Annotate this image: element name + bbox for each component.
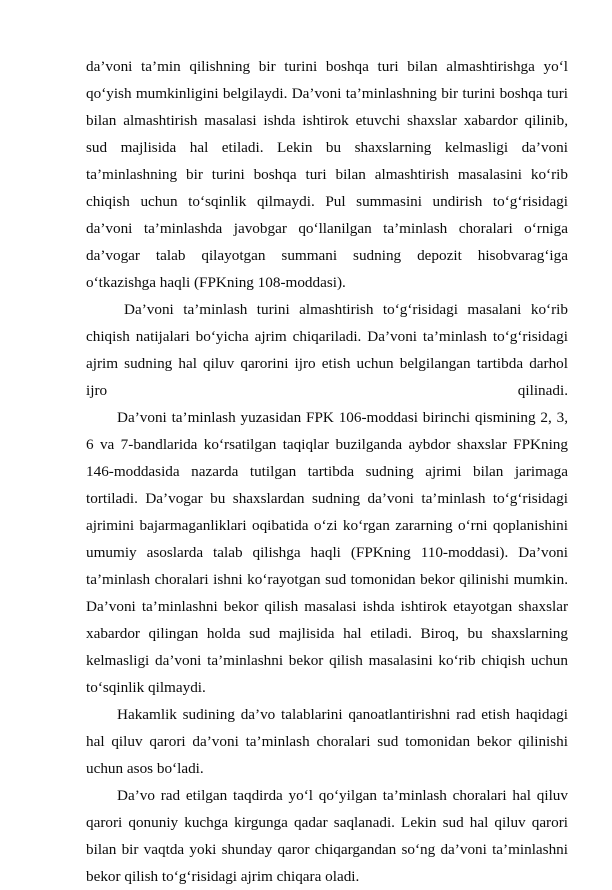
paragraph-1: da’voni ta’min qilishning bir turini boshqa turi bilan almashtirishga yo‘l qo‘yish mumkinligini belgilaydi. Da’voni ta’minlashning bir turini boshqa turi bilan almashtirish masalasi ishda ishtirok etuvchi shaxslar xabardor qilinib, sud majlisida hal etiladi. Lekin bu shaxslarning kelmasligi da’voni ta’minlashning bir turini boshqa turi bilan almashtirish masalasini ko‘rib chiqish uchun to‘sqinlik qilmaydi. Pul summasini undirish to‘g‘risidagi da’voni ta’minlashda javobgar qo‘llanilgan ta’minlash choralari o‘rniga da’vogar talab qilayotgan summani sudning depozit hisobvarag‘iga o‘tkazishga haqli (FPKning 108-moddasi). — [86, 58, 568, 291]
paragraph-4: Hakamlik sudining da’vo talablarini qanoatlantirishni rad etish haqidagi hal qiluv qarori da’voni ta’minlash choralari sud tomonidan bekor qilinishi uchun asos bo‘ladi. — [86, 706, 568, 777]
paragraph-3: Da’voni ta’minlash yuzasidan FPK 106-moddasi birinchi qismining 2, 3, 6 va 7-bandlarida ko‘rsatilgan taqiqlar buzilganda aybdor shaxslar FPKning 146-moddasida nazarda tutilgan tartibda sudning ajrimi bilan jarimaga tortiladi. Da’vogar bu shaxslardan sudning da’voni ta’minlash to‘g‘risidagi ajrimini bajarmaganliklari oqibatida o‘zi ko‘rgan zararning o‘rni qoplanishini umumiy asoslarda talab qilishga haqli (FPKning 110-moddasi). Da’voni ta’minlash choralari ishni ko‘rayotgan sud tomonidan bekor qilinishi mumkin. Da’voni ta’minlashni bekor qilish masalasi ishda ishtirok etayotgan shaxslar xabardor qilingan holda sud majlisida hal etiladi. Biroq, bu shaxslarning kelmasligi da’voni ta’minlashni bekor qilish masalasini ko‘rib chiqish uchun to‘sqinlik qilmaydi. — [86, 409, 568, 696]
paragraph-2: Da’voni ta’minlash turini almashtirish to‘g‘risidagi masalani ko‘rib chiqish natijalari bo‘yicha ajrim chiqariladi. Da’voni ta’minlash to‘g‘risidagi ajrim sudning hal qiluv qarorini ijro etish uchun belgilangan tartibda darhol ijro qilinadi. — [86, 301, 568, 399]
body-text-column — [86, 53, 568, 890]
paragraph-5: Da’vo rad etilgan taqdirda yo‘l qo‘yilgan ta’minlash choralari hal qiluv qarori qonuniy kuchga kirgunga qadar saqlanadi. Lekin sud hal qiluv qarori bilan bir vaqtda yoki shunday qaror chiqargandan so‘ng da’voni ta’minlashni bekor qilish to‘g‘risidagi ajrim chiqara oladi. — [86, 787, 568, 885]
